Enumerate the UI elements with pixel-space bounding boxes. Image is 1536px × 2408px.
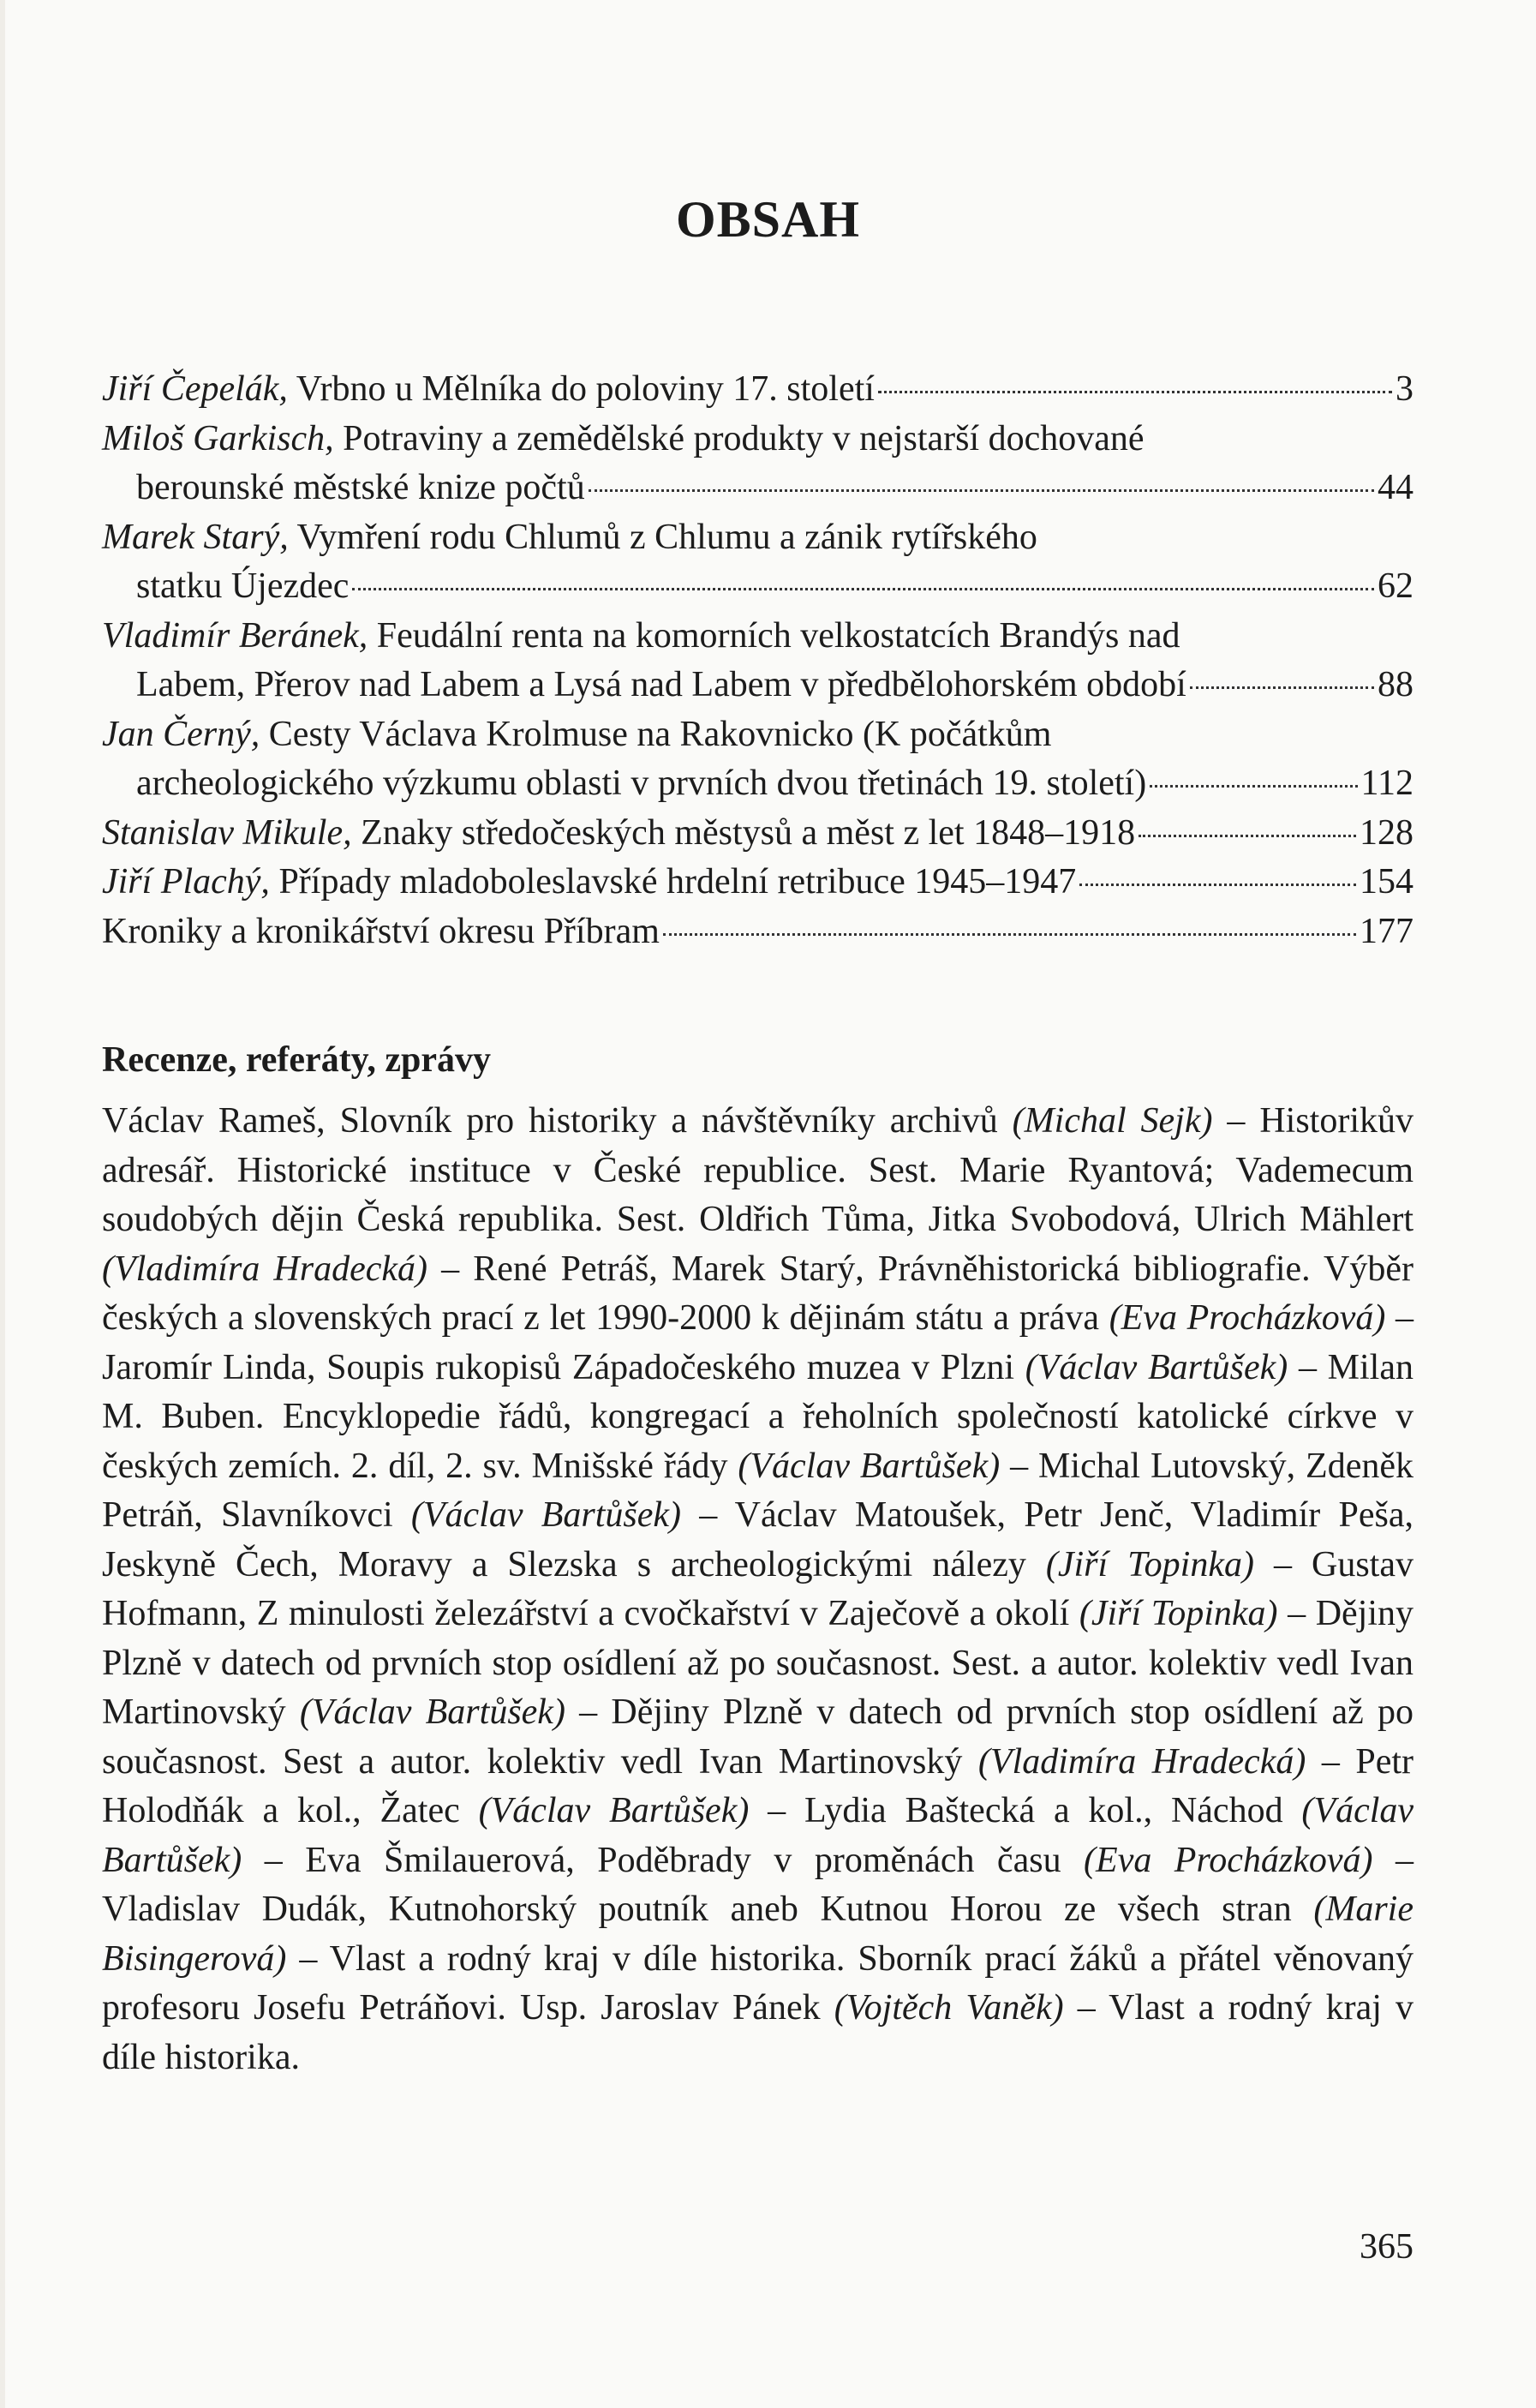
toc-author: Miloš Garkisch,	[102, 418, 334, 458]
review-text: – Vlast a rodný kraj v díle historika. Sborník prací žáků a přátel věnovaný profesoru Josefu Petráňovi. Usp. Jaroslav Pánek	[102, 1938, 1413, 2028]
reviewer-name: (Michal Sejk)	[1012, 1101, 1213, 1141]
reviewer-name: (Václav Bartůšek)	[102, 1791, 1414, 1880]
review-text: – Historikův adresář. Historické instituce v České republice. Sest. Marie Ryantová; Vademecum soudobých dějin Česká republika. Sest. Oldřich Tůma, Jitka Svobodová, Ulrich Mählert	[102, 1101, 1413, 1239]
review-text: – Vlast a rodný kraj v díle historika.	[102, 1988, 1413, 2077]
toc-entry	[102, 907, 1413, 957]
leader-dots	[1139, 835, 1356, 837]
toc-entry-first-line	[102, 415, 1413, 464]
leader-dots	[663, 933, 1356, 936]
page-title: OBSAH	[675, 191, 861, 248]
reviewer-name: (Eva Procházková)	[1109, 1298, 1386, 1338]
toc-title: Cesty Václava Krolmuse na Rakovnicko (K počátkům	[268, 714, 1052, 754]
reviewer-name: (Vladimíra Hradecká)	[102, 1249, 428, 1289]
toc-title: Případy mladoboleslavské hrdelní retribuce 1945–1947	[278, 862, 1077, 902]
toc-title-continued: archeologického výzkumu oblasti v prvních dvou třetinách 19. století)	[136, 764, 1147, 803]
reviewer-name: (Jiří Topinka)	[1079, 1594, 1278, 1633]
page-number: 365	[1360, 2227, 1413, 2267]
reviewer-name: (Václav Bartůšek)	[478, 1791, 750, 1830]
toc-entry-text	[102, 907, 660, 957]
reviews-paragraph	[102, 1097, 1413, 2082]
review-text: Václav Rameš, Slovník pro historiky a návštěvníky archivů	[102, 1101, 1013, 1141]
reviewer-name: (Václav Bartůšek)	[410, 1495, 681, 1535]
toc-page: 3	[1396, 369, 1413, 409]
toc-page: 44	[1378, 468, 1413, 507]
toc-title-continued: statku Újezdec	[136, 566, 350, 606]
toc-entry	[102, 809, 1413, 859]
leader-dots	[1190, 686, 1374, 689]
toc-page: 177	[1360, 911, 1413, 951]
toc-author: Marek Starý,	[102, 517, 289, 557]
toc-entry-continuation	[102, 759, 1413, 809]
toc-page: 112	[1360, 764, 1413, 803]
review-text: – Vladislav Dudák, Kutnohorský poutník aneb Kutnou Horou ze všech stran	[102, 1840, 1413, 1929]
toc-author: Jiří Plachý,	[102, 862, 270, 902]
toc-author: Jan Černý,	[102, 714, 260, 754]
reviewer-name: (Jiří Topinka)	[1045, 1544, 1254, 1584]
section-heading-reviews: Recenze, referáty, zprávy	[102, 1040, 492, 1080]
toc-entry	[102, 415, 1413, 513]
table-of-contents	[102, 365, 1413, 956]
reviewer-name: (Eva Procházková)	[1084, 1840, 1373, 1880]
toc-entry	[102, 710, 1413, 809]
toc-author: Vladimír Beránek,	[102, 615, 368, 656]
toc-title: Potraviny a zemědělské produkty v nejstarší dochované	[343, 418, 1145, 458]
toc-entry-first-line	[102, 612, 1413, 662]
toc-page: 88	[1378, 665, 1413, 704]
leader-dots	[878, 391, 1392, 393]
leader-dots	[1079, 884, 1356, 886]
leader-dots	[589, 489, 1374, 492]
reviewer-name: (Václav Bartůšek)	[738, 1446, 1001, 1486]
reviewer-name: (Vojtěch Vaněk)	[834, 1988, 1064, 2028]
toc-entry	[102, 513, 1413, 612]
review-text: – Dějiny Plzně v datech od prvních stop osídlení až po současnost. Sest a autor. kolektiv vedl Ivan Martinovský	[102, 1692, 1413, 1782]
toc-author: Jiří Čepelák,	[102, 369, 288, 409]
page-edge	[0, 0, 5, 2408]
reviewer-name: (Marie Bisingerová)	[102, 1890, 1413, 1979]
toc-entry-text	[102, 365, 875, 415]
toc-title-continued: Labem, Přerov nad Labem a Lysá nad Labem v předbělohorském období	[136, 665, 1186, 704]
review-text: – Gustav Hofmann, Z minulosti železářství a cvočkařství v Zaječově a okolí	[102, 1544, 1413, 1633]
toc-entry	[102, 858, 1413, 907]
review-text: – Michal Lutovský, Zdeněk Petráň, Slavníkovci	[102, 1446, 1413, 1535]
leader-dots	[352, 588, 1374, 590]
toc-title-continued: berounské městské knize počtů	[136, 468, 585, 507]
toc-title: Feudální renta na komorních velkostatcích Brandýs nad	[376, 615, 1180, 656]
toc-page: 62	[1378, 566, 1413, 606]
toc-title: Vrbno u Mělníka do poloviny 17. století	[296, 369, 875, 409]
toc-entry-text	[102, 858, 1076, 907]
toc-entry-first-line	[102, 513, 1413, 563]
toc-entry-continuation	[102, 562, 1413, 612]
review-text: – Eva Šmilauerová, Poděbrady v proměnách času	[242, 1840, 1085, 1880]
toc-entry-text	[102, 809, 1135, 859]
review-text: – Václav Matoušek, Petr Jenč, Vladimír Peša, Jeskyně Čech, Moravy a Slezska s archeologickými nálezy	[102, 1495, 1413, 1584]
review-text: – Jaromír Linda, Soupis rukopisů Západočeského muzea v Plzni	[102, 1298, 1414, 1387]
toc-page: 154	[1360, 862, 1413, 902]
toc-entry-continuation	[102, 661, 1413, 710]
review-text: – René Petráš, Marek Starý, Právněhistorická bibliografie. Výběr českých a slovenských prací z let 1990-2000 k dějinám státu a práva	[102, 1249, 1413, 1338]
toc-entry-first-line	[102, 710, 1413, 760]
reviewer-name: (Václav Bartůšek)	[299, 1692, 565, 1732]
reviewer-name: (Vladimíra Hradecká)	[977, 1741, 1306, 1782]
review-text: – Lydia Baštecká a kol., Náchod	[749, 1791, 1302, 1830]
review-text: – Milan M. Buben. Encyklopedie řádů, kongregací a řeholních společností katolické církve v českých zemích. 2. díl, 2. sv. Mnišské řády	[102, 1347, 1413, 1486]
toc-title: Kroniky a kronikářství okresu Příbram	[102, 911, 660, 951]
review-text: – Petr Holodňák a kol., Žatec	[102, 1741, 1413, 1830]
toc-entry-continuation	[102, 464, 1413, 513]
toc-author: Stanislav Mikule,	[102, 812, 352, 853]
toc-title: Vymření rodu Chlumů z Chlumu a zánik rytířského	[296, 517, 1037, 557]
reviewer-name: (Václav Bartůšek)	[1025, 1347, 1288, 1387]
toc-page: 128	[1360, 812, 1413, 853]
toc-entry	[102, 612, 1413, 710]
toc-title: Znaky středočeských městysů a měst z let 1848–1918	[361, 812, 1136, 853]
toc-entry	[102, 365, 1413, 415]
review-text: – Dějiny Plzně v datech od prvních stop osídlení až po současnost. Sest. a autor. kolektiv vedl Ivan Martinovský	[102, 1594, 1414, 1732]
leader-dots	[1150, 785, 1357, 788]
